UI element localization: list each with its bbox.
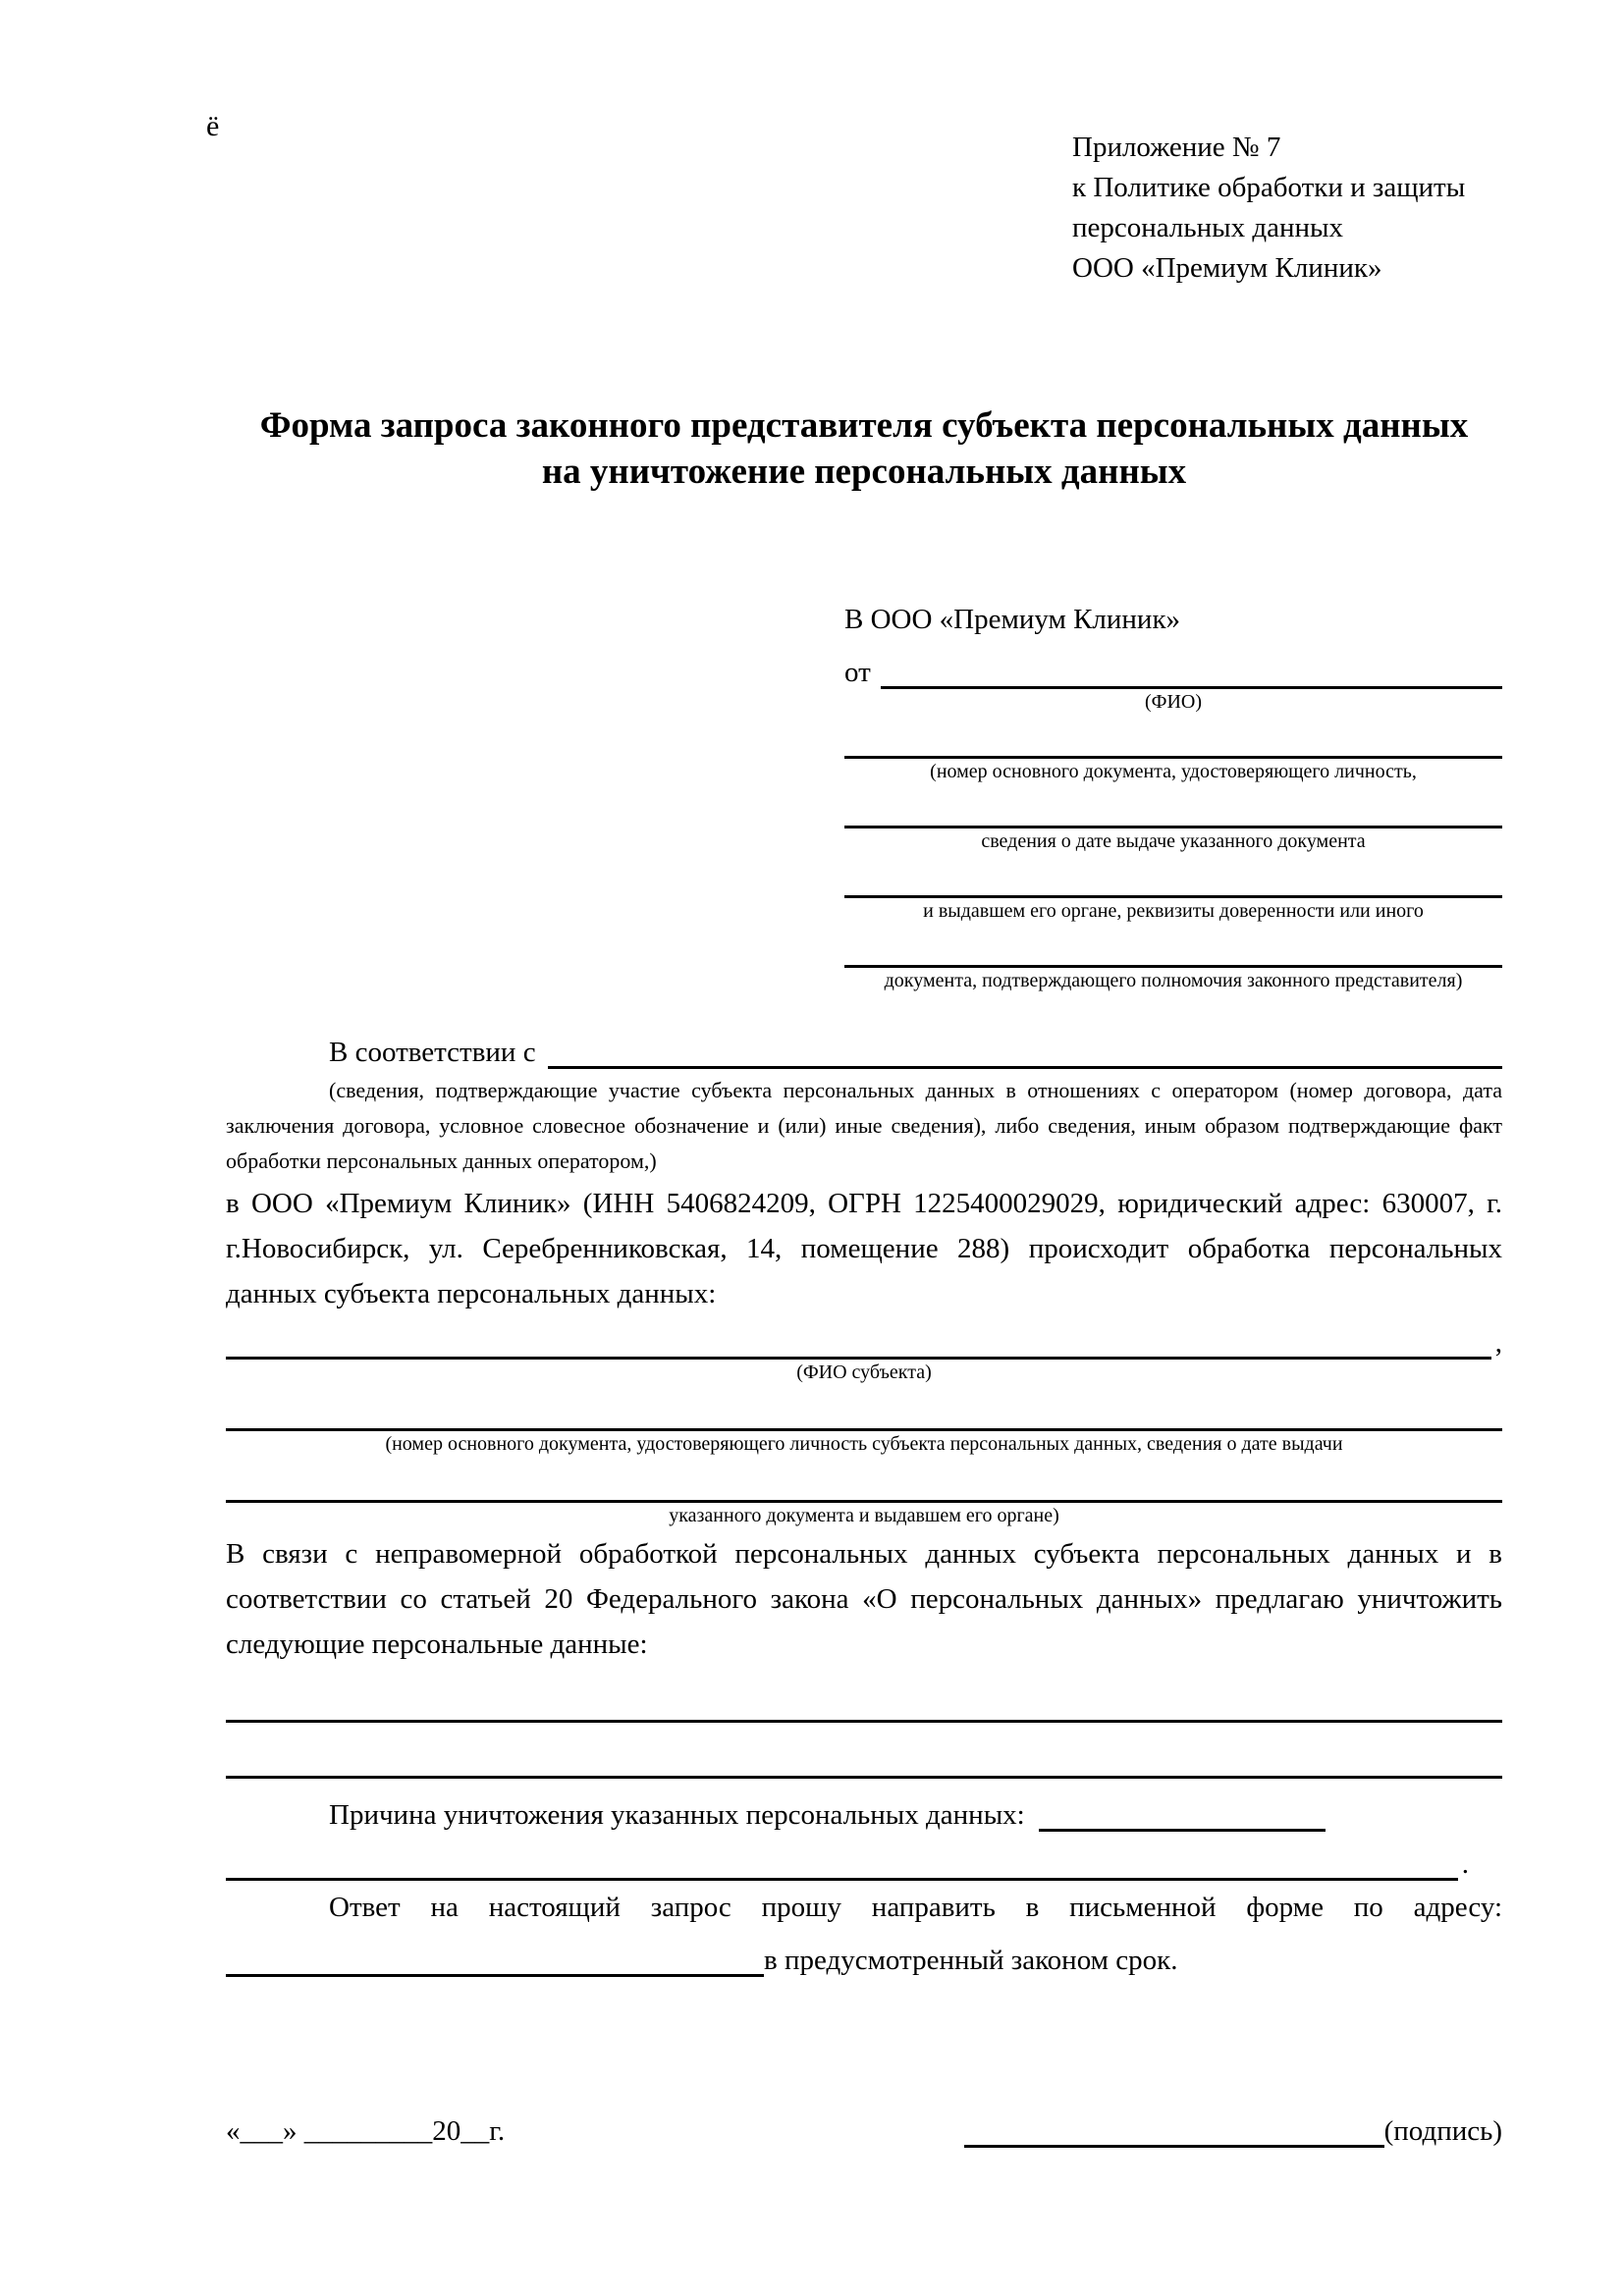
accordance-row: [226, 1018, 1502, 1069]
addressee-block: [844, 597, 1502, 994]
subject-name-field[interactable]: [226, 1320, 1491, 1360]
response-tail-text: в предусмотренный законом срок.: [764, 1945, 1178, 1976]
accordance-details-field[interactable]: [548, 1030, 1502, 1069]
subject-name-row: [226, 1316, 1502, 1360]
document-title: [226, 402, 1502, 495]
signature-caption: (подпись): [1383, 2115, 1502, 2147]
subject-doc-caption-2: указанного документа и выдавшем его органе): [669, 1505, 1059, 1526]
authority-confirmation-doc-caption: документа, подтверждающего полномочия законного представителя): [884, 970, 1463, 991]
subject-doc-number-field[interactable]: [226, 1386, 1502, 1431]
representative-name-field[interactable]: [881, 652, 1502, 689]
appendix-line: персональных данных: [1072, 212, 1344, 243]
doc-authority-field[interactable]: [844, 855, 1502, 898]
response-address-row: [226, 1930, 1502, 1977]
subject-name-caption: (ФИО субъекта): [796, 1362, 932, 1383]
operator-paragraph: в ООО «Премиум Клиник» (ИНН 5406824209, ОГРН 1225400029029, юридический адрес: 630007, г. г.Новосибирск, ул. Серебренниковская, 14, помещение 288) происходит обработка персональных данных субъекта персональных данных:: [226, 1188, 1502, 1309]
addressee-organization: В ООО «Премиум Клиник»: [844, 604, 1181, 635]
doc-issue-date-field[interactable]: [844, 785, 1502, 828]
from-label: от: [844, 657, 871, 688]
destruction-reason-field-continued[interactable]: [226, 1842, 1458, 1881]
destruction-reason-field[interactable]: [1039, 1792, 1326, 1832]
representative-name-caption: (ФИО): [1144, 691, 1202, 713]
doc-number-caption: (номер основного документа, удостоверяющего личность,: [930, 761, 1417, 782]
appendix-block: [1072, 128, 1502, 289]
response-address-field[interactable]: [226, 1938, 764, 1977]
destruction-reason-row: [226, 1779, 1502, 1832]
destruction-reason-trailing-period: .: [1461, 1848, 1469, 1880]
from-row: [844, 642, 1502, 689]
signature-group: [964, 2109, 1502, 2148]
destruction-reason-label: Причина уничтожения указанных персональных данных:: [329, 1799, 1025, 1831]
demand-paragraph: В связи с неправомерной обработкой персональных данных субъекта персональных данных и в соответствии со статьей 20 Федерального закона «О персональных данных» предлагаю уничтожить следующие персональные данные:: [226, 1538, 1502, 1660]
accordance-label: В соответствии с: [329, 1037, 536, 1068]
footer-row: [226, 2101, 1502, 2148]
stray-corner-char: ё: [206, 110, 220, 142]
authority-confirmation-doc-field[interactable]: [844, 925, 1502, 968]
subject-doc-caption-1: (номер основного документа, удостоверяющего личность субъекта персональных данных, сведения о дате выдачи: [385, 1433, 1343, 1455]
data-to-destroy-field-1[interactable]: [226, 1667, 1502, 1723]
representative-doc-number-field[interactable]: [844, 716, 1502, 759]
appendix-line: Приложение № 7: [1072, 132, 1281, 163]
subject-name-trailing-comma: ,: [1494, 1327, 1502, 1359]
document-title-line-1: Форма запроса законного представителя субъекта персональных данных: [259, 405, 1469, 446]
appendix-line: ООО «Премиум Клиник»: [1072, 252, 1382, 284]
accordance-note: (сведения, подтверждающие участие субъекта персональных данных в отношениях с оператором (номер договора, дата заключения договора, условное словесное обозначение и (или) иные сведения), либо сведения, иным образом подтверждающие факт обработки персональных данных оператором,): [226, 1078, 1502, 1173]
data-to-destroy-field-2[interactable]: [226, 1723, 1502, 1779]
appendix-line: к Политике обработки и защиты: [1072, 172, 1466, 203]
document-body: [226, 1018, 1502, 2148]
destruction-reason-continuation-row: [226, 1832, 1502, 1881]
response-request-paragraph: Ответ на настоящий запрос прошу направить в письменной форме по адресу:: [329, 1892, 1502, 1923]
document-title-line-2: на уничтожение персональных данных: [541, 452, 1187, 492]
signature-field[interactable]: [964, 2109, 1384, 2148]
subject-doc-authority-field[interactable]: [226, 1458, 1502, 1503]
doc-authority-caption: и выдавшем его органе, реквизиты доверенности или иного: [923, 900, 1424, 922]
doc-issue-date-caption: сведения о дате выдаче указанного документа: [981, 830, 1366, 852]
date-blank: «___» _________20__г.: [226, 2115, 506, 2147]
